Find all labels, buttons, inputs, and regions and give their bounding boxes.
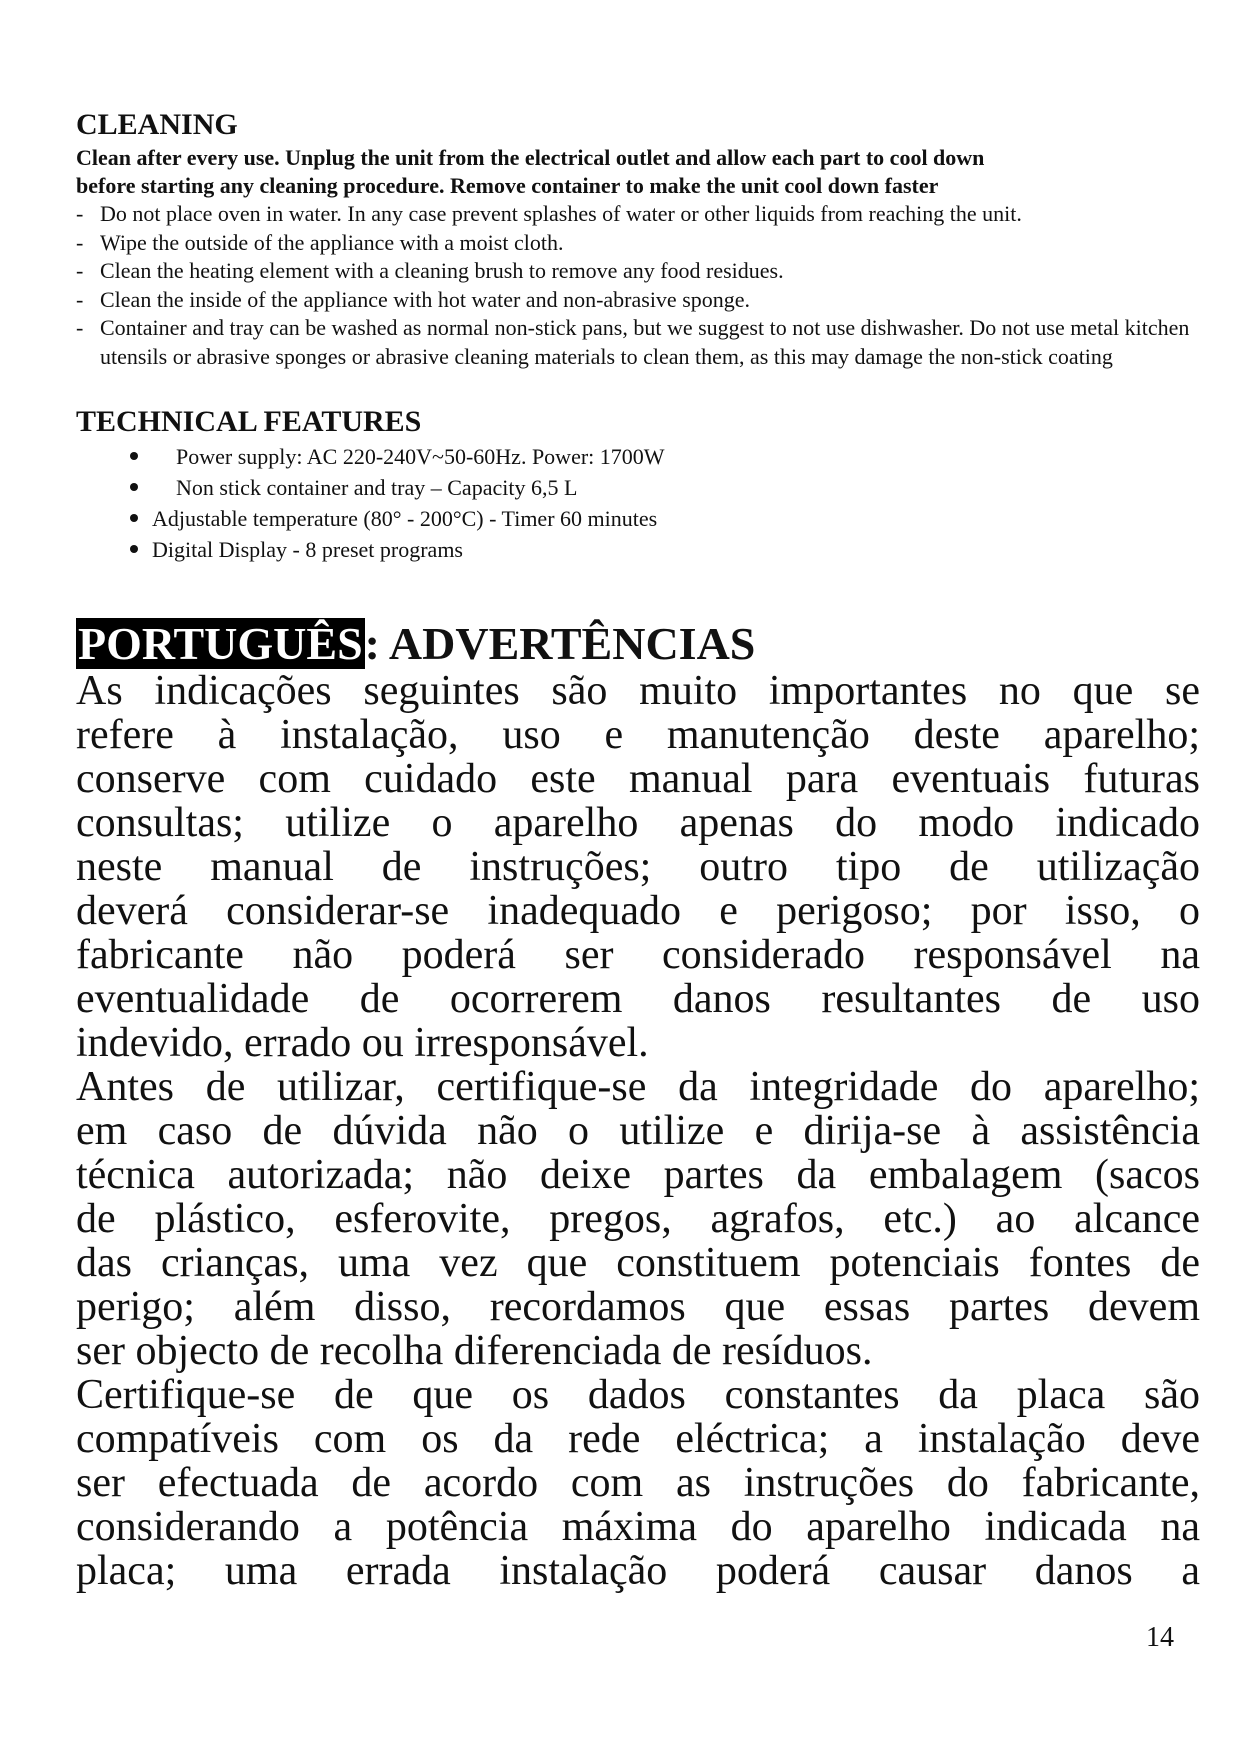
body-line: considerando a potência máxima do aparelho indicada na xyxy=(76,1504,1200,1550)
portuguese-warnings-heading xyxy=(76,619,1200,669)
cleaning-item: - Container and tray can be washed as normal non-stick pans, but we suggest to not use dishwasher. Do not use metal kitchen utensils or abrasive sponges or abrasive cleaning materials to clean them, as this may damage the non-stick coating xyxy=(76,314,1200,371)
bullet-icon xyxy=(130,483,138,491)
cleaning-item: - Clean the inside of the appliance with hot water and non-abrasive sponge. xyxy=(76,286,1200,315)
cleaning-item: - Do not place oven in water. In any case prevent splashes of water or other liquids from reaching the unit. xyxy=(76,200,1200,229)
bullet-icon xyxy=(130,452,138,460)
language-label: PORTUGUÊS xyxy=(78,618,363,669)
body-line: fabricante não poderá ser considerado responsável na xyxy=(76,932,1200,978)
warnings-title: : ADVERTÊNCIAS xyxy=(364,618,756,669)
technical-feature-text: Adjustable temperature (80° - 200°C) - Timer 60 minutes xyxy=(152,506,658,531)
body-line: ser objecto de recolha diferenciada de resíduos. xyxy=(76,1328,873,1374)
body-line: eventualidade de ocorrerem danos resultantes de uso xyxy=(76,976,1200,1022)
technical-feature-text: Power supply: AC 220-240V~50-60Hz. Power: 1700W xyxy=(176,444,665,469)
body-line: Antes de utilizar, certifique-se da integridade do aparelho; xyxy=(76,1064,1200,1110)
technical-features-heading: TECHNICAL FEATURES xyxy=(76,405,422,438)
body-line: perigo; além disso, recordamos que essas partes devem xyxy=(76,1284,1200,1330)
body-line: refere à instalação, uso e manutenção deste aparelho; xyxy=(76,712,1200,758)
page-number: 14 xyxy=(1146,1622,1174,1653)
body-line: conserve com cuidado este manual para eventuais futuras xyxy=(76,756,1200,802)
technical-feature-text: Non stick container and tray – Capacity 6,5 L xyxy=(176,475,578,500)
body-line: neste manual de instruções; outro tipo de utilização xyxy=(76,844,1200,890)
body-line: placa; uma errada instalação poderá causar danos a xyxy=(76,1548,1200,1594)
technical-feature-item xyxy=(76,441,1200,472)
cleaning-heading: CLEANING xyxy=(76,108,238,141)
body-line: indevido, errado ou irresponsável. xyxy=(76,1020,649,1066)
body-line: das crianças, uma vez que constituem potenciais fontes de xyxy=(76,1240,1200,1286)
technical-feature-item xyxy=(76,472,1200,503)
body-line: compatíveis com os da rede eléctrica; a instalação deve xyxy=(76,1416,1200,1462)
manual-page xyxy=(76,108,1200,1593)
technical-feature-text: Digital Display - 8 preset programs xyxy=(152,537,463,562)
body-line: deverá considerar-se inadequado e perigoso; por isso, o xyxy=(76,888,1200,934)
technical-feature-item xyxy=(76,503,1200,534)
cleaning-item: - Wipe the outside of the appliance with a moist cloth. xyxy=(76,229,1200,258)
body-line: consultas; utilize o aparelho apenas do modo indicado xyxy=(76,800,1200,846)
technical-features-list xyxy=(76,441,1200,565)
portuguese-warnings-body xyxy=(76,669,1200,1593)
cleaning-list xyxy=(76,200,1200,371)
cleaning-intro-line-2: before starting any cleaning procedure. Remove container to make the unit cool down faster xyxy=(76,173,939,198)
technical-feature-item xyxy=(76,534,1200,565)
body-line: As indicações seguintes são muito importantes no que se xyxy=(76,668,1200,714)
body-line: ser efectuada de acordo com as instruções do fabricante, xyxy=(76,1460,1200,1506)
cleaning-item: - Clean the heating element with a cleaning brush to remove any food residues. xyxy=(76,257,1200,286)
body-line: técnica autorizada; não deixe partes da embalagem (sacos xyxy=(76,1152,1200,1198)
body-line: em caso de dúvida não o utilize e dirija-se à assistência xyxy=(76,1108,1200,1154)
cleaning-intro xyxy=(76,144,1200,200)
body-line: Certifique-se de que os dados constantes da placa são xyxy=(76,1372,1200,1418)
body-line: de plástico, esferovite, pregos, agrafos, etc.) ao alcance xyxy=(76,1196,1200,1242)
cleaning-intro-line-1: Clean after every use. Unplug the unit from the electrical outlet and allow each part to cool down xyxy=(76,145,985,170)
bullet-icon xyxy=(130,545,138,553)
bullet-icon xyxy=(130,514,138,522)
